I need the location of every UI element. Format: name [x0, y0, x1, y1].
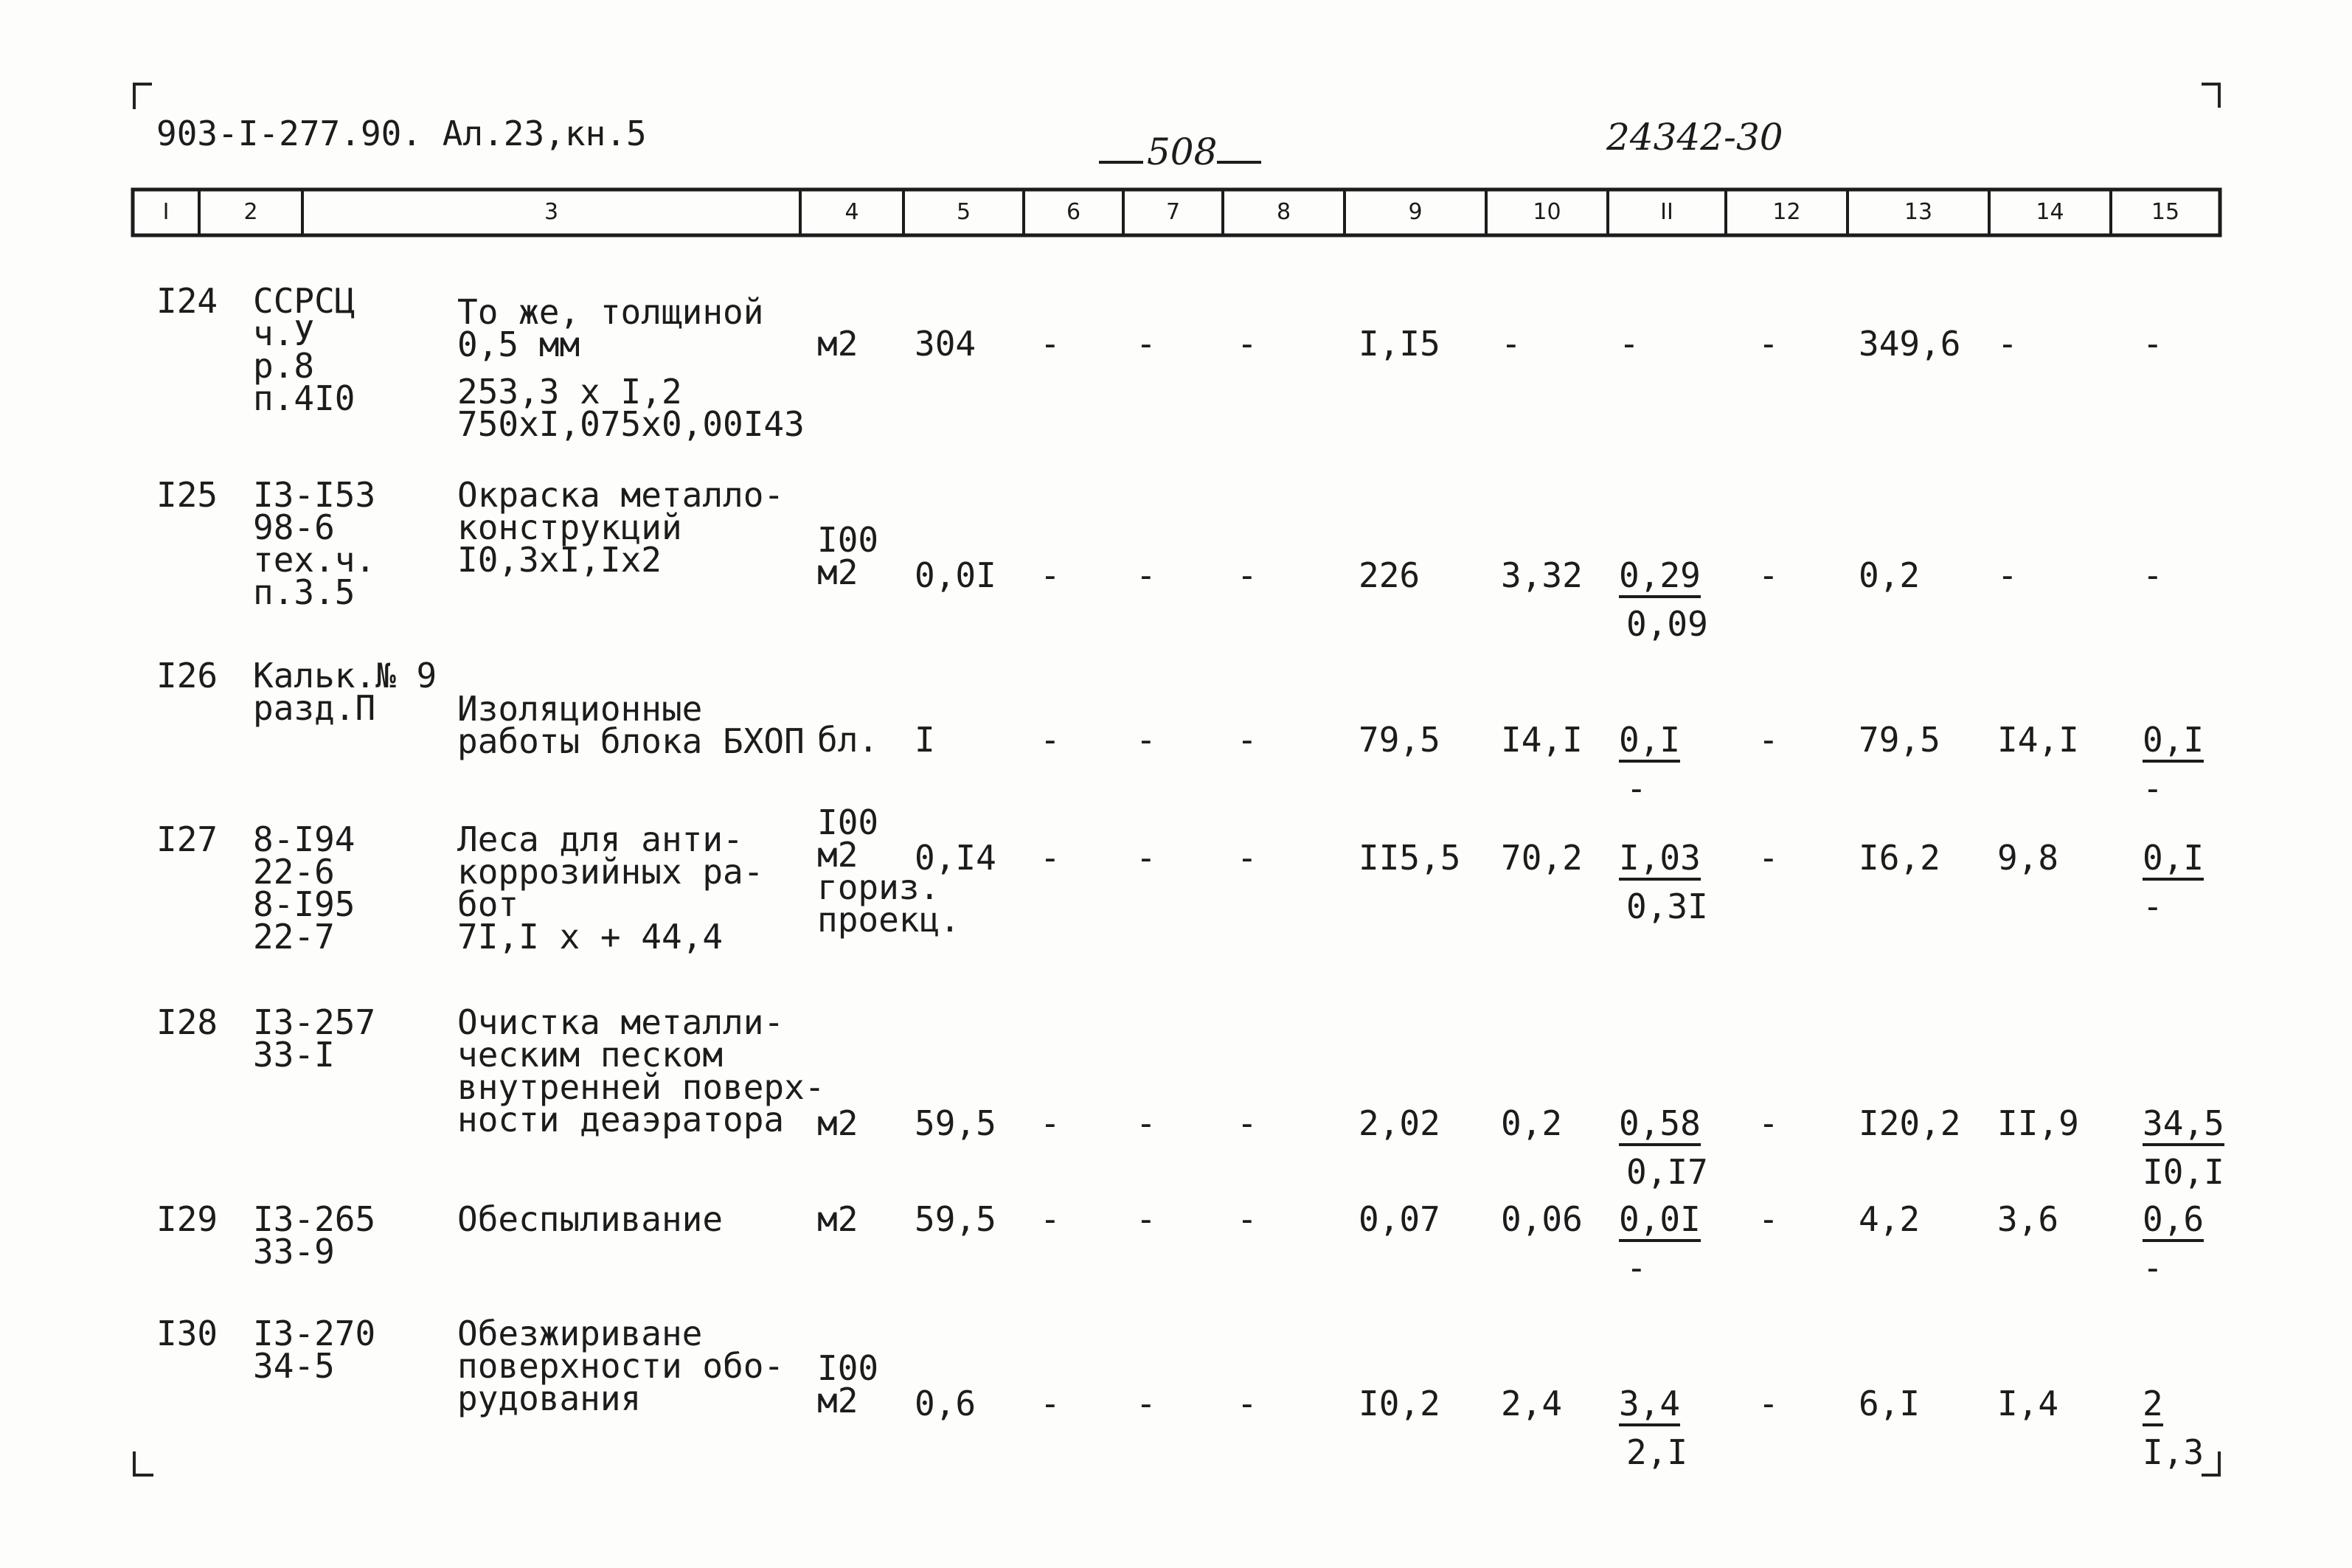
work-description-line: ности деаэратора — [457, 1100, 785, 1139]
rate-code-line: тех.ч. — [253, 540, 376, 580]
cell-col-6: - — [1040, 324, 1061, 364]
column-number-15: 15 — [2151, 199, 2180, 225]
cell-col-5: 59,5 — [915, 1199, 996, 1239]
cell-col-15-top: 0,I — [2143, 841, 2204, 881]
rate-code-line: 8-I95 — [253, 884, 355, 924]
rate-code-line: 22-6 — [253, 852, 335, 892]
work-description-line: I0,3хI,Iх2 — [457, 540, 662, 580]
rate-code-line: разд.П — [253, 688, 376, 728]
row-number: I25 — [156, 475, 218, 515]
cell-col-9: I,I5 — [1359, 324, 1440, 364]
cell-col-9: 2,02 — [1359, 1103, 1440, 1143]
cell-col-8: - — [1237, 1384, 1257, 1423]
cell-col-14: 9,8 — [1997, 838, 2059, 878]
cell-col-12: - — [1758, 1103, 1779, 1143]
cell-col-7: - — [1136, 1199, 1156, 1239]
cell-col-9: II5,5 — [1359, 838, 1461, 878]
cell-col-6: - — [1040, 720, 1061, 760]
cell-col-10: 0,2 — [1501, 1103, 1563, 1143]
work-description-line: Изоляционные — [457, 689, 703, 729]
unit-line: м2 — [817, 1381, 858, 1420]
column-number-5: 5 — [956, 199, 971, 225]
unit-line: проекц. — [817, 900, 960, 940]
cell-col-14: I,4 — [1997, 1384, 2059, 1423]
unit-line: I00 — [817, 802, 879, 842]
cell-col-10: 0,06 — [1501, 1199, 1583, 1239]
cell-col-8: - — [1237, 324, 1257, 364]
cell-col-5: 59,5 — [915, 1103, 996, 1143]
cell-col-13: 4,2 — [1859, 1199, 1921, 1239]
column-number-13: 13 — [1904, 199, 1933, 225]
cell-col-10: 3,32 — [1501, 555, 1583, 595]
rate-code-line: I3-257 — [253, 1002, 376, 1042]
cell-col-11-bottom: - — [1626, 769, 1647, 808]
work-description-line: То же, толщиной — [457, 292, 764, 332]
cell-col-9: I0,2 — [1359, 1384, 1440, 1423]
cell-col-9: 226 — [1359, 555, 1420, 595]
cell-col-7: - — [1136, 1384, 1156, 1423]
page-number-dash-left — [1099, 161, 1143, 164]
rate-code-line: 33-I — [253, 1035, 335, 1075]
unit-line: м2 — [817, 324, 858, 364]
cell-col-11-top: 0,0I — [1619, 1202, 1701, 1242]
cell-col-14: - — [1997, 555, 2018, 595]
cell-col-12: - — [1758, 720, 1779, 760]
cell-col-14: 3,6 — [1997, 1199, 2059, 1239]
cell-col-10: I4,I — [1501, 720, 1583, 760]
cell-col-13: 0,2 — [1859, 555, 1921, 595]
unit-line: м2 — [817, 1199, 858, 1239]
cell-col-14: I4,I — [1997, 720, 2079, 760]
work-description-line: бот — [457, 884, 519, 924]
row-number: I24 — [156, 281, 218, 321]
rate-code-line: ч.У — [253, 313, 315, 353]
work-description-line: внутренней поверх- — [457, 1067, 825, 1107]
row-number: I29 — [156, 1199, 218, 1239]
page-number-dash-right — [1217, 161, 1261, 164]
cell-col-7: - — [1136, 1103, 1156, 1143]
cell-col-5: I — [915, 720, 935, 760]
column-number-9: 9 — [1408, 199, 1423, 225]
row-number: I28 — [156, 1002, 218, 1042]
cell-col-13: 79,5 — [1859, 720, 1940, 760]
work-description-line: рудования — [457, 1378, 642, 1418]
unit-line: I00 — [817, 1348, 879, 1388]
cell-col-11-bottom: 0,09 — [1626, 604, 1708, 644]
cell-col-7: - — [1136, 838, 1156, 878]
cell-col-11-bottom: - — [1626, 1248, 1647, 1288]
rate-code-line: 22-7 — [253, 917, 335, 957]
cell-col-6: - — [1040, 1199, 1061, 1239]
column-number-7: 7 — [1165, 199, 1181, 225]
cell-col-11-bottom: 0,3I — [1626, 887, 1708, 926]
work-description-line: 0,5 мм — [457, 325, 580, 364]
cell-col-10: 2,4 — [1501, 1384, 1563, 1423]
rate-code-line: п.3.5 — [253, 572, 355, 612]
cell-col-5: 0,0I — [915, 555, 996, 595]
column-number-14: 14 — [2036, 199, 2064, 225]
column-number-6: 6 — [1066, 199, 1081, 225]
cell-col-13: 349,6 — [1859, 324, 1961, 364]
corner-mark-top-left — [133, 83, 152, 109]
cell-col-12: - — [1758, 838, 1779, 878]
page-number: 508 — [1147, 131, 1218, 173]
rate-code-line: р.8 — [253, 346, 315, 386]
work-description-line: Очистка металли- — [457, 1002, 785, 1042]
corner-mark-bottom-left — [133, 1451, 153, 1477]
column-number-2: 2 — [243, 199, 258, 225]
cell-col-6: - — [1040, 1384, 1061, 1423]
column-number-10: 10 — [1533, 199, 1561, 225]
cell-col-15-top: - — [2143, 555, 2163, 595]
cell-col-6: - — [1040, 1103, 1061, 1143]
rate-code-line: 98-6 — [253, 507, 335, 547]
work-description-line: Леса для анти- — [457, 819, 743, 859]
cell-col-11-top: - — [1619, 324, 1640, 364]
cell-col-8: - — [1237, 555, 1257, 595]
cell-col-9: 79,5 — [1359, 720, 1440, 760]
cell-col-8: - — [1237, 1199, 1257, 1239]
cell-col-12: - — [1758, 1384, 1779, 1423]
column-number-3: 3 — [544, 199, 559, 225]
cell-col-11-top: 0,58 — [1619, 1106, 1701, 1146]
cell-col-15-top: - — [2143, 324, 2163, 364]
cell-col-13: I6,2 — [1859, 838, 1940, 878]
cell-col-7: - — [1136, 720, 1156, 760]
cell-col-13: I20,2 — [1859, 1103, 1961, 1143]
cell-col-12: - — [1758, 1199, 1779, 1239]
cell-col-15-bottom: - — [2143, 887, 2163, 926]
cell-col-8: - — [1237, 1103, 1257, 1143]
cell-col-5: 0,I4 — [915, 838, 996, 878]
column-number-12: 12 — [1772, 199, 1801, 225]
cell-col-11-bottom: 0,I7 — [1626, 1152, 1708, 1192]
cell-col-15-bottom: - — [2143, 769, 2163, 808]
rate-code-line: I3-265 — [253, 1199, 376, 1239]
work-description-line: конструкций — [457, 507, 682, 547]
cell-col-8: - — [1237, 720, 1257, 760]
unit-line: I00 — [817, 520, 879, 560]
work-description-line: Окраска металло- — [457, 475, 785, 515]
document-code: 903-I-277.90. Ал.23,кн.5 — [156, 114, 647, 153]
cell-col-11-bottom: 2,I — [1626, 1432, 1688, 1472]
cell-col-7: - — [1136, 555, 1156, 595]
rate-code-line: 8-I94 — [253, 819, 355, 859]
work-description-line: Обеспыливание — [457, 1199, 724, 1239]
work-description-line: Обезжириване — [457, 1314, 703, 1353]
cell-col-6: - — [1040, 555, 1061, 595]
work-description-line: 7I,I х + 44,4 — [457, 917, 724, 957]
cell-col-12: - — [1758, 555, 1779, 595]
rate-code-line: 34-5 — [253, 1346, 335, 1386]
unit-line: м2 — [817, 552, 858, 592]
rate-code-line: I3-270 — [253, 1314, 376, 1353]
rate-code-line: ССРСЦ — [253, 281, 355, 321]
column-number-8: 8 — [1276, 199, 1291, 225]
row-number: I30 — [156, 1314, 218, 1353]
cell-col-15-bottom: - — [2143, 1248, 2163, 1288]
unit-line: м2 — [817, 835, 858, 875]
cell-col-10: 70,2 — [1501, 838, 1583, 878]
work-description-line: работы блока БХОП — [457, 721, 805, 761]
cell-col-15-bottom: I0,I — [2143, 1152, 2224, 1192]
work-description-line: 253,3 х I,2 — [457, 372, 682, 412]
row-number: I27 — [156, 819, 218, 859]
cell-col-15-top: 0,6 — [2143, 1202, 2204, 1242]
unit-line: м2 — [817, 1103, 858, 1143]
cell-col-15-top: 2 — [2143, 1387, 2163, 1426]
unit-line: гориз. — [817, 867, 940, 907]
cell-col-11-top: 0,29 — [1619, 558, 1701, 598]
work-description-line: поверхности обо- — [457, 1346, 785, 1386]
cell-col-11-top: 3,4 — [1619, 1387, 1680, 1426]
cell-col-6: - — [1040, 838, 1061, 878]
rate-code-line: 33-9 — [253, 1232, 335, 1272]
column-number-4: 4 — [844, 199, 859, 225]
unit-line: бл. — [817, 720, 879, 760]
corner-mark-bottom-right — [2202, 1451, 2221, 1477]
cell-col-10: - — [1501, 324, 1522, 364]
work-description-line: 750хI,075х0,00I43 — [457, 404, 805, 444]
cell-col-15-bottom: I,3 — [2143, 1432, 2204, 1472]
cell-col-14: II,9 — [1997, 1103, 2079, 1143]
cell-col-14: - — [1997, 324, 2018, 364]
cell-col-7: - — [1136, 324, 1156, 364]
column-number-11: II — [1660, 199, 1673, 225]
work-description-line: ческим песком — [457, 1035, 724, 1075]
cell-col-12: - — [1758, 324, 1779, 364]
cell-col-11-top: I,03 — [1619, 841, 1701, 881]
corner-mark-top-right — [2202, 83, 2221, 108]
cell-col-8: - — [1237, 838, 1257, 878]
cell-col-13: 6,I — [1859, 1384, 1921, 1423]
row-number: I26 — [156, 656, 218, 695]
column-number-1: I — [162, 199, 170, 225]
rate-code-line: п.4I0 — [253, 378, 355, 418]
cell-col-15-top: 0,I — [2143, 723, 2204, 763]
cell-col-15-top: 34,5 — [2143, 1106, 2224, 1146]
cell-col-9: 0,07 — [1359, 1199, 1440, 1239]
rate-code-line: Кальк.№ 9 — [253, 656, 437, 695]
cell-col-11-top: 0,I — [1619, 723, 1680, 763]
rate-code-line: I3-I53 — [253, 475, 376, 515]
cell-col-5: 304 — [915, 324, 976, 364]
work-description-line: коррозийных ра- — [457, 852, 764, 892]
cell-col-5: 0,6 — [915, 1384, 976, 1423]
archive-number: 24342-30 — [1606, 116, 1783, 159]
